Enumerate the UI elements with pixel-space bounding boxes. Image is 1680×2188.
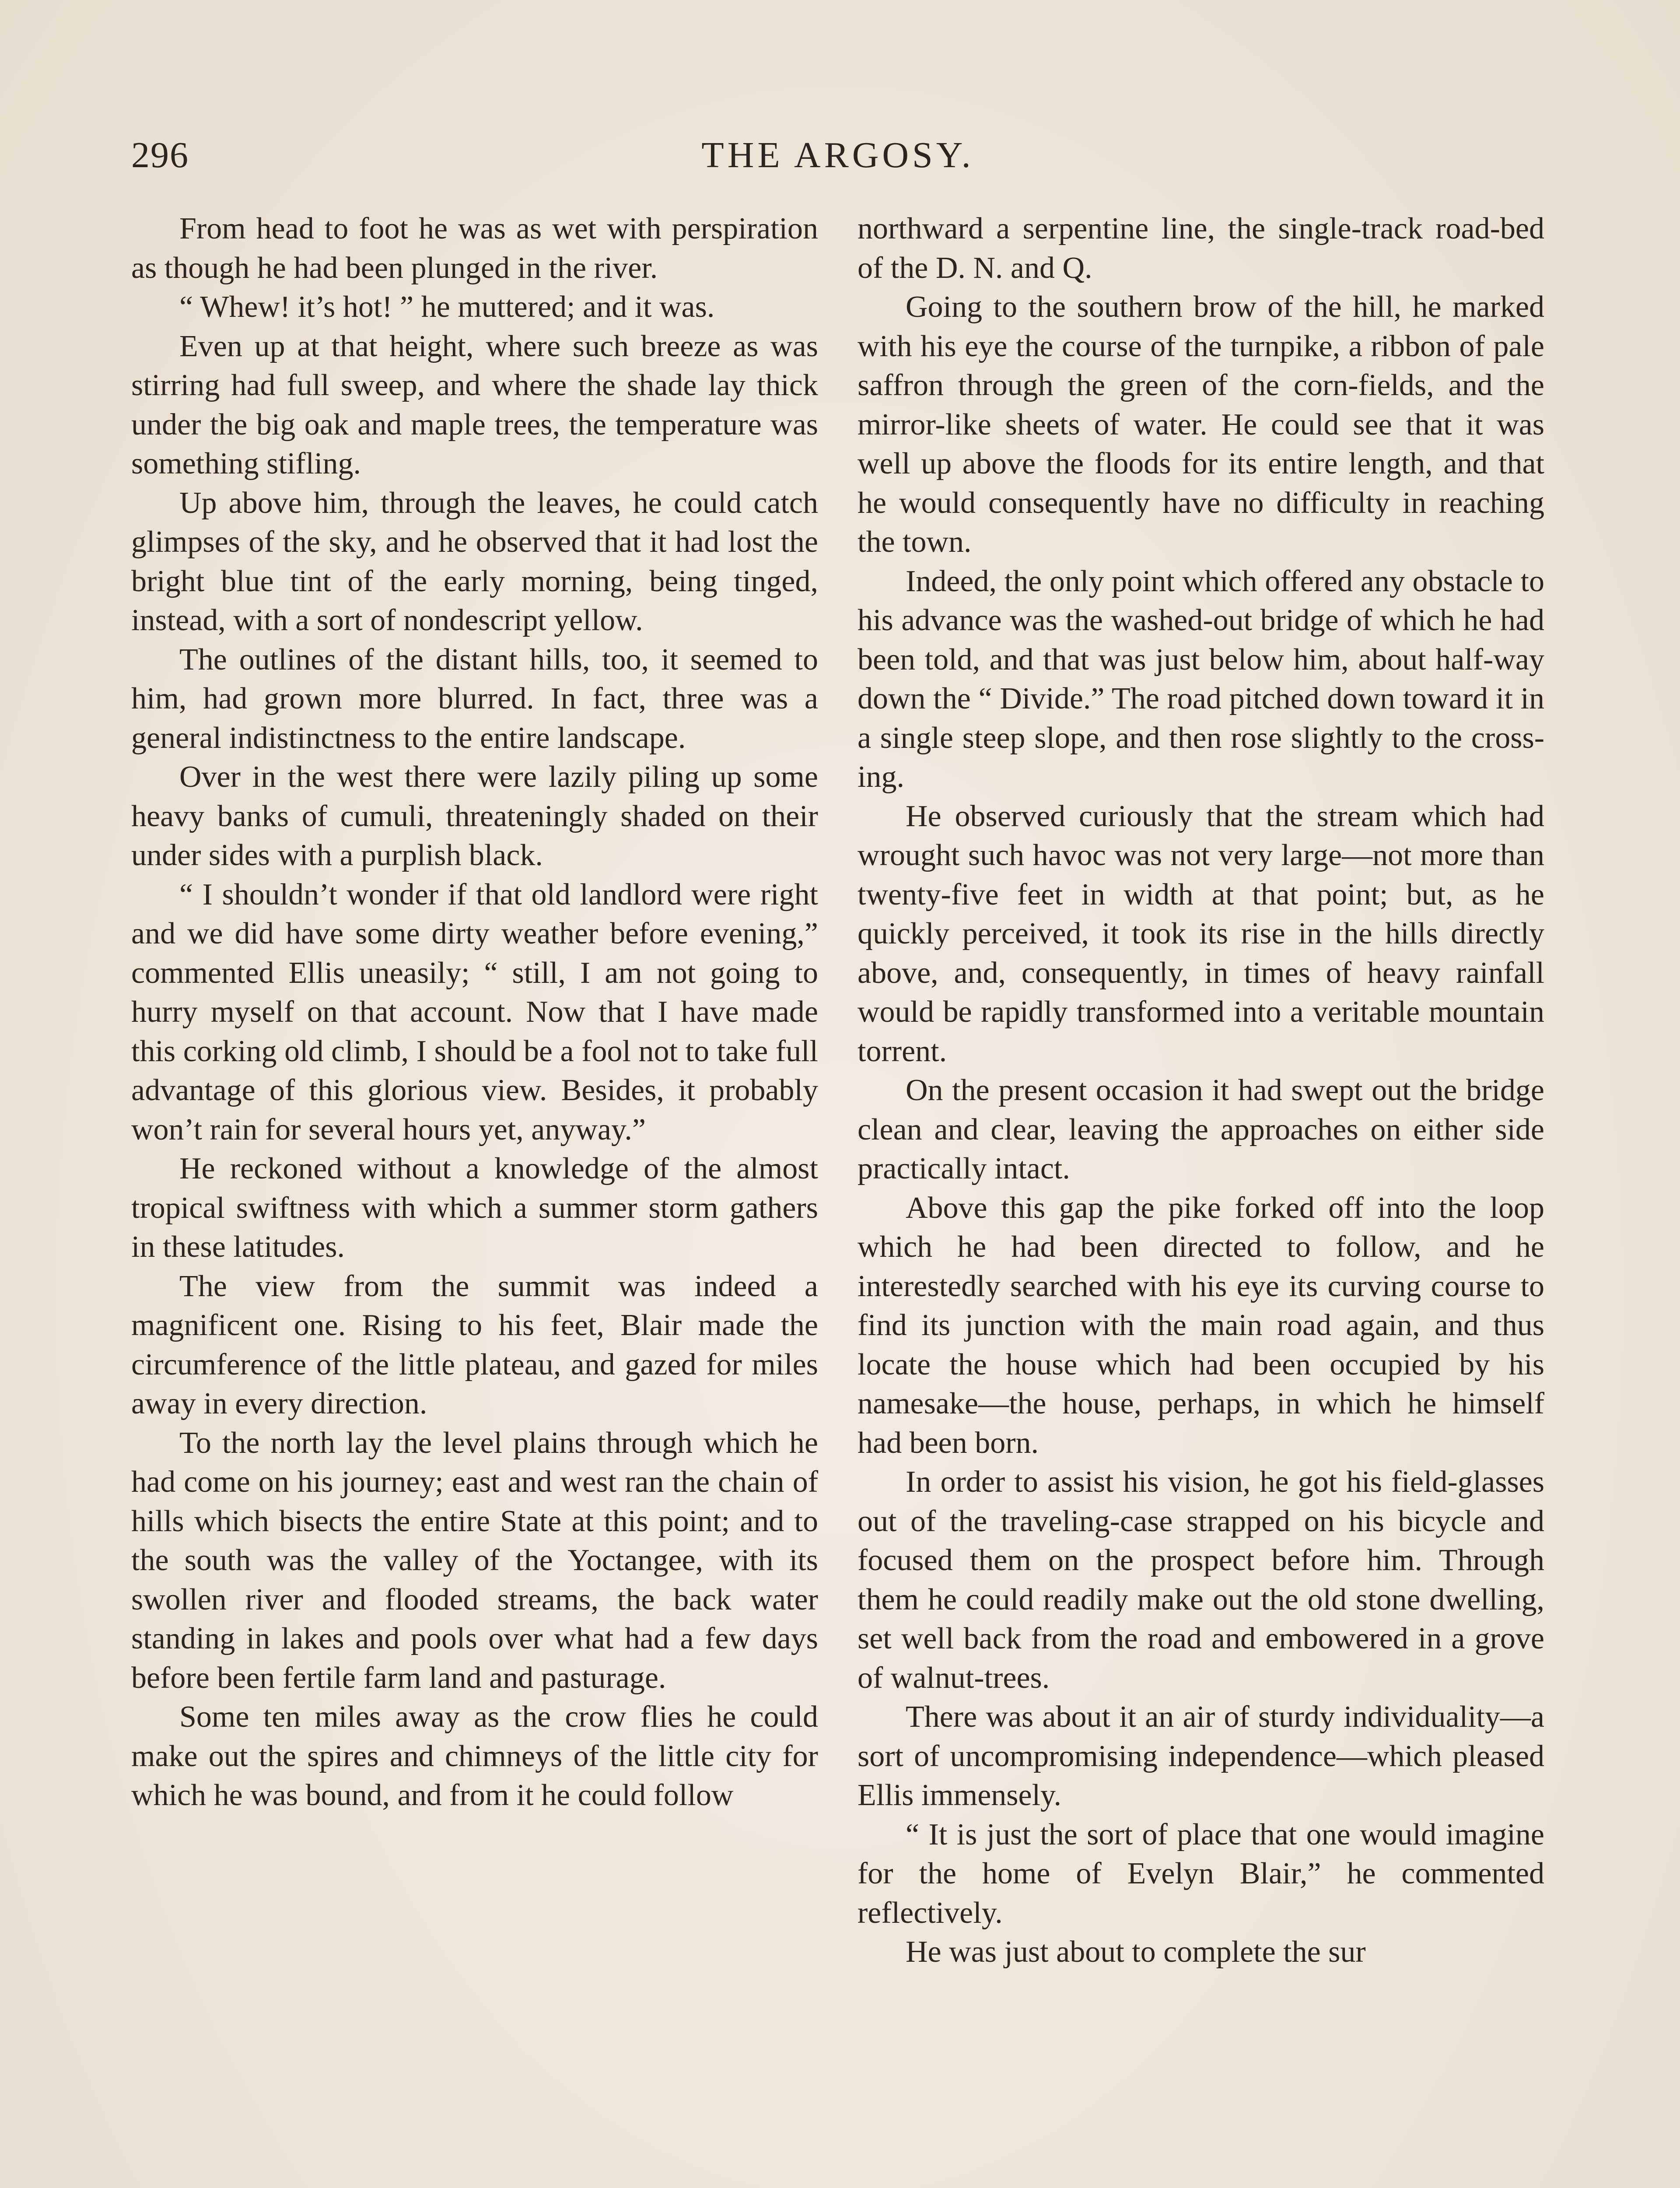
paragraph: “ I shouldn’t wonder if that old landlord were right and we did have some dirty weather before evening,” commented Ellis uneasily; “ still, I am not going to hurry myself on that account. Now that I have made this corking old climb, I should be a fool not to take full advantage of this glorious view. Besides, it probably won’t rain for several hours yet, anyway.” — [131, 877, 818, 1147]
paragraph: Up above him, through the leaves, he could catch glimpses of the sky, and he observed that it had lost the bright blue tint of the early morning, being tinged, instead, with a sort of nondescript yellow. — [131, 486, 818, 637]
paragraph: From head to foot he was as wet with perspiration as though he had been plunged in the river. — [131, 212, 818, 285]
paragraph: He observed curiously that the stream which had wrought such havoc was not very large—not more than twenty-five feet in width at that point; but, as he quickly perceived, it took its rise in the hills directly above, and, consequently, in times of heavy rainfall would be rapidly transformed into a veritable mountain torrent. — [858, 799, 1544, 1068]
paragraph: “ It is just the sort of place that one would imagine for the home of Evelyn Blair,” he commented reflectively. — [858, 1817, 1544, 1930]
paragraph: The outlines of the distant hills, too, it seemed to him, had grown more blurred. In fact, three was a general indistinctness to the entire landscape. — [131, 642, 818, 755]
paragraph: Some ten miles away as the crow flies he could make out the spires and chimneys of the little city for which he was bound, and from it he could follow — [131, 1700, 818, 1812]
paragraph: In order to assist his vision, he got his field-glasses out of the traveling-case strapped on his bicycle and focused them on the prospect before him. Through them he could readily make out the old stone dwelling, set well back from the road and embowered in a grove of walnut-trees. — [858, 1465, 1544, 1695]
paragraph: The view from the summit was indeed a magnificent one. Rising to his feet, Blair made the circumference of the little plateau, and gazed for miles away in every direction. — [131, 1269, 818, 1420]
paragraph: “ Whew! it’s hot! ” he muttered; and it was. — [179, 290, 715, 324]
paragraph: Even up at that height, where such breeze as was stirring had full sweep, and where the shade lay thick under the big oak and maple trees, the temperature was something stifling. — [131, 329, 818, 480]
paragraph: He reckoned without a knowledge of the almost tropical swiftness with which a summer storm gathers in these latitudes. — [131, 1152, 818, 1264]
right-column — [858, 209, 1544, 1972]
paragraph: On the present occasion it had swept out the bridge clean and clear, leaving the approaches on either side practically intact. — [858, 1073, 1544, 1185]
paragraph: Indeed, the only point which offered any obstacle to his advance was the washed-out bridge of which he had been told, and that was just below him, about half-way down the “ Divide.” The road pitched down toward it in a single steep slope, and then rose slightly to the crossing. — [858, 564, 1544, 794]
paragraph: Going to the southern brow of the hill, he marked with his eye the course of the turnpike, a ribbon of pale saffron through the green of the corn-fields, and the mirror-like sheets of water. He could see that it was well up above the floods for its entire length, and that he would consequently have no difficulty in reaching the town. — [858, 290, 1544, 559]
page-header — [131, 131, 1544, 179]
left-column — [131, 209, 818, 1815]
paragraph: There was about it an air of sturdy individuality—a sort of uncompromising independence—which pleased Ellis immensely. — [858, 1700, 1544, 1812]
paragraph: Over in the west there were lazily piling up some heavy banks of cumuli, threateningly shaded on their under sides with a purplish black. — [131, 760, 818, 872]
page-number: 296 — [131, 135, 189, 175]
running-title: THE ARGOSY. — [701, 135, 974, 175]
paragraph: To the north lay the level plains through which he had come on his journey; east and west ran the chain of hills which bisects the entire State at this point; and to the south was the valley of the Yoctangee, with its swollen river and flooded streams, the back water standing in lakes and pools over what had a few days before been fertile farm land and pasturage. — [131, 1426, 818, 1695]
paragraph: Above this gap the pike forked off into the loop which he had been directed to follow, and he interestedly searched with his eye its curving course to find its junction with the main road again, and thus locate the house which had been occupied by his namesake—the house, perhaps, in which he himself had been born. — [858, 1191, 1544, 1460]
paragraph: He was just about to complete the sur — [906, 1935, 1366, 1969]
paragraph: northward a serpentine line, the single-track road-bed of the D. N. and Q. — [858, 212, 1544, 285]
